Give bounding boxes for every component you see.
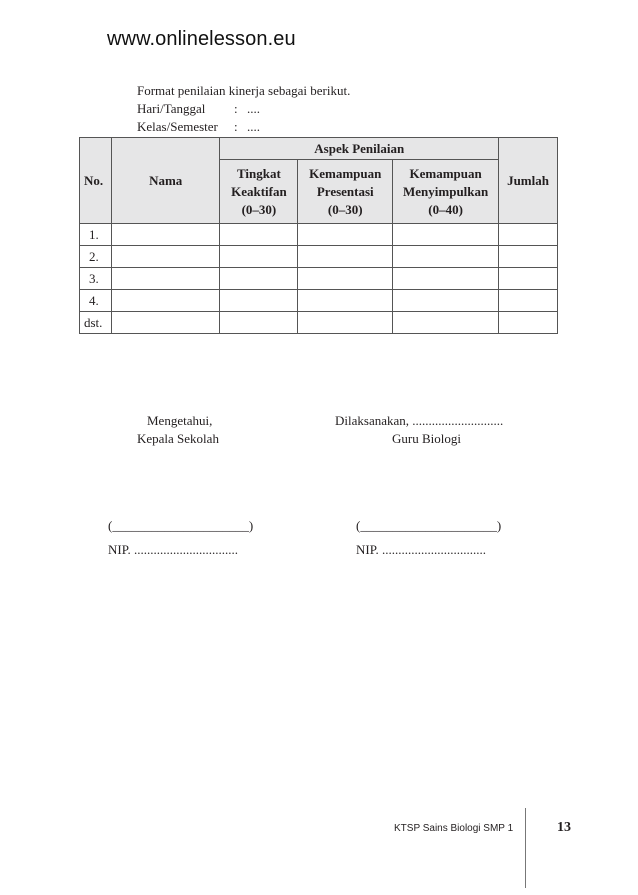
- cell-jumlah: [499, 290, 558, 312]
- field-value: ....: [247, 119, 260, 134]
- signature-right: [335, 412, 503, 448]
- nip-line: NIP. ................................: [356, 542, 487, 557]
- signature-left-line1: Mengetahui,: [147, 413, 213, 428]
- cell-score: [393, 246, 499, 268]
- header-no: No.: [80, 138, 112, 224]
- header-nama: Nama: [111, 138, 220, 224]
- cell-jumlah: [499, 268, 558, 290]
- name-line: (_____________________): [108, 518, 254, 533]
- cell-nama: [111, 312, 220, 334]
- nip-line: NIP. ................................: [108, 542, 239, 557]
- cell-nama: [111, 246, 220, 268]
- cell-score: [220, 224, 298, 246]
- intro-block: [137, 82, 350, 136]
- header-range: (0–40): [428, 201, 463, 217]
- cell-nama: [111, 290, 220, 312]
- cell-jumlah: [499, 312, 558, 334]
- row-number: dst.: [80, 312, 112, 334]
- cell-score: [220, 268, 298, 290]
- header-line: Keaktifan: [231, 183, 287, 199]
- assessment-table: [79, 137, 558, 334]
- header-jumlah: Jumlah: [499, 138, 558, 224]
- header-line: Kemampuan: [309, 165, 382, 181]
- row-number: 2.: [80, 246, 112, 268]
- cell-score: [220, 246, 298, 268]
- signature-left-name-block: [108, 514, 253, 562]
- footer-book-title: KTSP Sains Biologi SMP 1: [394, 823, 514, 834]
- header-aspek-penilaian: Aspek Penilaian: [220, 138, 499, 160]
- header-line: Tingkat: [236, 165, 281, 181]
- intro-line: Format penilaian kinerja sebagai berikut.: [137, 83, 351, 98]
- cell-score: [220, 290, 298, 312]
- cell-score: [393, 268, 499, 290]
- signature-right-line1: Dilaksanakan, ............................: [335, 413, 504, 428]
- cell-score: [298, 246, 393, 268]
- header-range: (0–30): [327, 201, 363, 217]
- row-number: 4.: [80, 290, 112, 312]
- cell-score: [298, 290, 393, 312]
- cell-score: [393, 224, 499, 246]
- header-range: (0–30): [241, 201, 277, 217]
- cell-score: [298, 268, 393, 290]
- field-label: Kelas/Semester: [137, 119, 218, 134]
- cell-jumlah: [499, 246, 558, 268]
- footer-divider: [525, 808, 526, 888]
- cell-jumlah: [499, 224, 558, 246]
- cell-nama: [111, 268, 220, 290]
- signature-right-role: Guru Biologi: [392, 431, 461, 446]
- field-hari-tanggal: [137, 100, 350, 118]
- signature-left: [137, 412, 219, 448]
- header-kemampuan-menyimpulkan: [393, 160, 499, 224]
- table-row: [80, 246, 558, 268]
- cell-score: [220, 312, 298, 334]
- table-row: [80, 312, 558, 334]
- header-line: Menyimpulkan: [403, 183, 489, 199]
- site-url[interactable]: www.onlinelesson.eu: [107, 28, 296, 50]
- table-row: [80, 290, 558, 312]
- cell-score: [298, 224, 393, 246]
- field-kelas-semester: [137, 118, 350, 136]
- cell-score: [393, 290, 499, 312]
- table-row: [80, 268, 558, 290]
- header-kemampuan-presentasi: [298, 160, 393, 224]
- name-line: (_____________________): [356, 518, 502, 533]
- cell-score: [393, 312, 499, 334]
- cell-nama: [111, 224, 220, 246]
- cell-score: [298, 312, 393, 334]
- signature-right-name-block: [356, 514, 501, 562]
- field-label: Hari/Tanggal: [137, 101, 206, 116]
- signature-left-role: Kepala Sekolah: [137, 431, 219, 446]
- field-separator: :: [234, 119, 238, 134]
- header-tingkat-keaktifan: [220, 160, 298, 224]
- table-row: [80, 224, 558, 246]
- header-line: Kemampuan: [409, 165, 482, 181]
- row-number: 3.: [80, 268, 112, 290]
- field-value: ....: [247, 101, 260, 116]
- row-number: 1.: [80, 224, 112, 246]
- page-number: 13: [557, 820, 571, 835]
- header-line: Presentasi: [316, 183, 374, 199]
- field-separator: :: [234, 101, 238, 116]
